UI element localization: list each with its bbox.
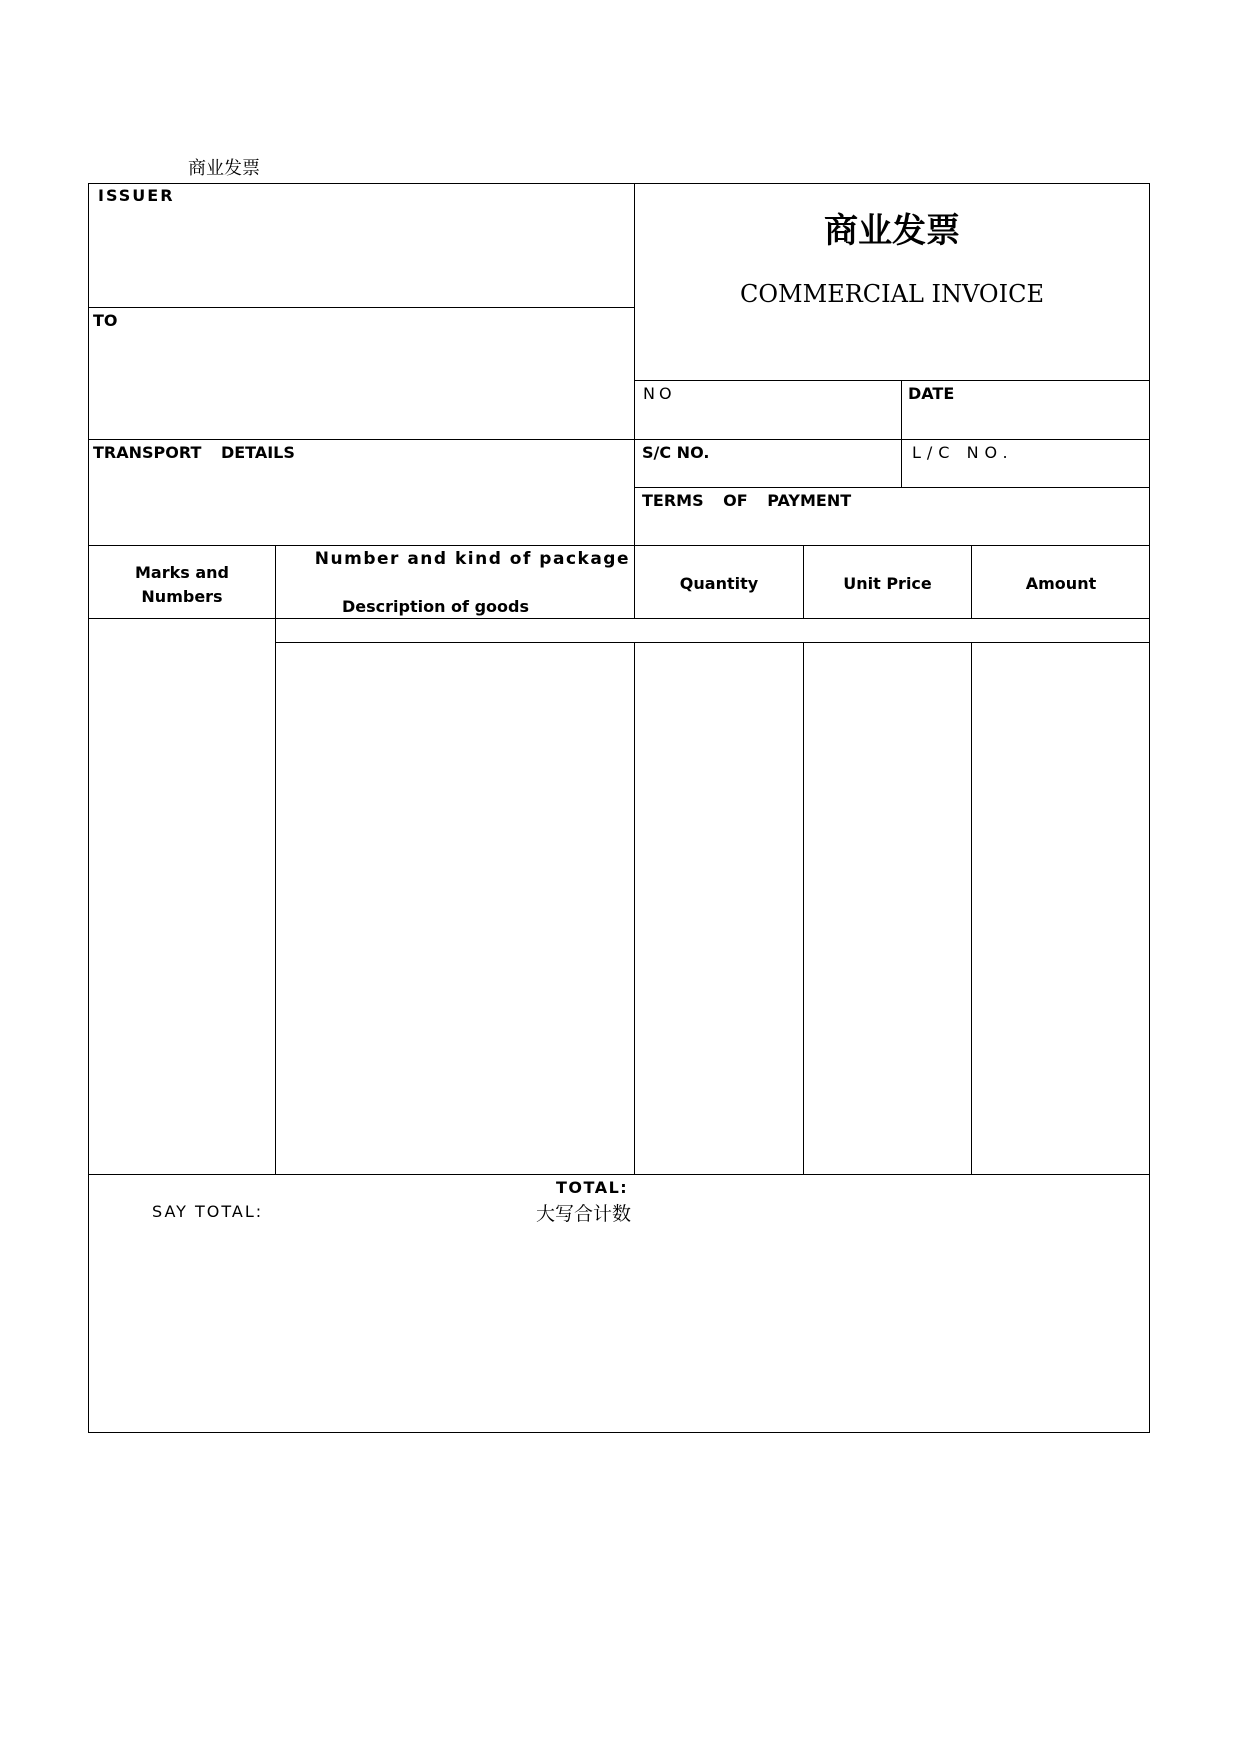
amount-cell[interactable] (973, 644, 1149, 1172)
col-header-marks: Marks and Numbers (135, 563, 229, 606)
to-label: TO (93, 311, 118, 330)
say-total-label: SAY TOTAL: (152, 1202, 264, 1221)
divider (901, 380, 902, 487)
divider (971, 642, 972, 1174)
lc-no-label: L/C NO. (912, 443, 1014, 462)
divider (971, 545, 972, 618)
terms-of-payment-label: TERMS OF PAYMENT (642, 491, 852, 510)
divider (803, 545, 804, 618)
issuer-label: ISSUER (98, 186, 175, 205)
quantity-cell[interactable] (636, 644, 802, 1172)
col-header-unit-price: Unit Price (843, 574, 932, 593)
transport-details-label: TRANSPORT DETAILS (93, 443, 295, 462)
issuer-field[interactable] (90, 210, 632, 305)
no-field[interactable] (636, 404, 899, 437)
divider (88, 545, 1150, 546)
marks-cell[interactable] (90, 620, 274, 1172)
divider (634, 487, 1150, 488)
lc-no-field[interactable] (903, 463, 1148, 485)
date-field[interactable] (903, 404, 1148, 437)
col-header-description: Description of goods (342, 597, 529, 616)
divider (803, 642, 804, 1174)
col-header-amount: Amount (1025, 574, 1097, 593)
divider (275, 642, 1150, 643)
no-label: NO (643, 384, 676, 403)
divider (275, 545, 276, 1174)
say-total-field[interactable] (90, 1228, 1148, 1431)
divider (88, 1174, 1150, 1175)
divider (634, 642, 635, 1174)
col-header-package: Number and kind of package (314, 549, 630, 569)
description-cell[interactable] (277, 644, 633, 1172)
divider (88, 307, 634, 308)
sc-no-label: S/C NO. (642, 443, 710, 462)
sc-no-field[interactable] (636, 463, 899, 485)
divider (634, 380, 1150, 381)
divider (634, 545, 635, 618)
unit-price-cell[interactable] (805, 644, 970, 1172)
transport-details-field[interactable] (90, 466, 632, 543)
total-label: TOTAL: (556, 1178, 629, 1197)
page-caption: 商业发票 (188, 158, 260, 179)
divider (88, 439, 1150, 440)
invoice-title-cn: 商业发票 (824, 211, 960, 251)
divider (88, 618, 1150, 619)
to-field[interactable] (90, 334, 632, 437)
invoice-title-en: COMMERCIAL INVOICE (740, 280, 1044, 308)
date-label: DATE (908, 384, 955, 403)
terms-of-payment-field[interactable] (636, 514, 1148, 543)
say-total-cn-label: 大写合计数 (536, 1203, 632, 1225)
col-header-quantity: Quantity (679, 574, 759, 593)
